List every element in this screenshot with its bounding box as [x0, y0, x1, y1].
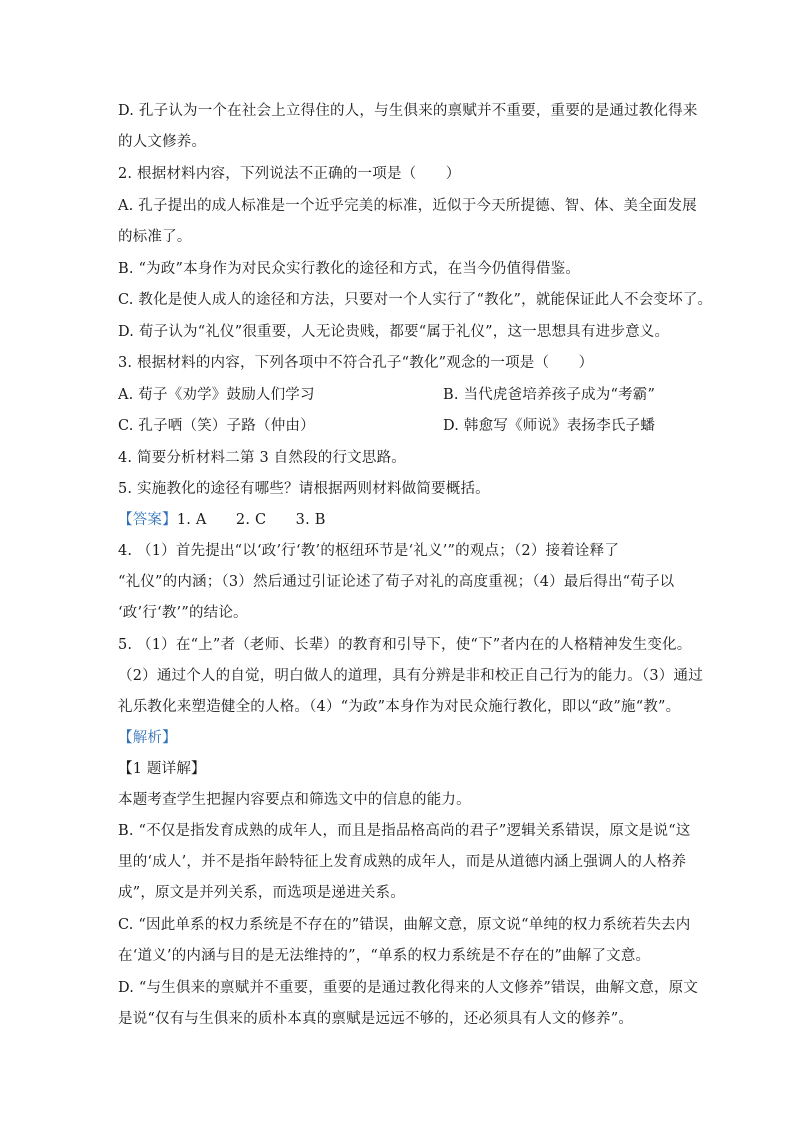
- question-3-stem: 3. 根据材料的内容，下列各项中不符合孔子“教化”观念的一项是（ ）: [118, 355, 594, 371]
- q2-option-a-line2: 的标准了。: [118, 229, 192, 245]
- q1-detail-b-line1: B. “不仅是指发育成熟的成年人，而且是指品格高尚的君子”逻辑关系错误，原文是说“这: [118, 823, 691, 839]
- answer-4-line3: ‘政’行‘教’”的结论。: [118, 605, 248, 621]
- answer-5-line3: 礼乐教化来塑造健全的人格。（4）“为政”本身作为对民众施行教化，即以“政”施“教”。: [118, 699, 681, 715]
- q2-option-a-line1: A. 孔子提出的成人标准是一个近乎完美的标准，近似于今天所提德、智、体、美全面发展: [118, 198, 697, 214]
- q3-option-b: B. 当代虎爸培养孩子成为“考霸”: [443, 387, 656, 403]
- q3-option-a: A. 荀子《劝学》鼓励人们学习: [118, 387, 315, 403]
- q1-detail-b-line2: 里的‘成人’，并不是指年龄特征上发育成熟的成年人，而是从道德内涵上强调人的人格养: [118, 854, 687, 870]
- q1-detail-intro: 本题考查学生把握内容要点和筛选文中的信息的能力。: [118, 792, 471, 808]
- q1-detail-c-line2: 在‘道义’的内涵与目的是无法维持的”，“单系的权力系统是不存在的”曲解了文意。: [118, 948, 651, 964]
- q1-detail-b-line3: 成”，原文是并列关系，而选项是递进关系。: [118, 885, 405, 901]
- q2-option-c: C. 教化是使人成人的途径和方法，只要对一个人实行了“教化”，就能保证此人不会变坏了。: [118, 292, 713, 308]
- q3-option-d: D. 韩愈写《师说》表扬李氏子蟠: [443, 418, 656, 434]
- q1-detail-heading: 【1 题详解】: [118, 761, 206, 777]
- option-d-q1-line1: D. 孔子认为一个在社会上立得住的人，与生俱来的禀赋并不重要，重要的是通过教化得来: [118, 103, 698, 119]
- answer-4-line1: 4. （1）首先提出“以‘政’行‘教’的枢纽环节是‘礼义’”的观点；（2）接着诠释了: [118, 543, 620, 559]
- q2-option-d: D. 荀子认为“礼仪”很重要，人无论贵贱，都要“属于礼仪”，这一思想具有进步意义。: [118, 324, 670, 340]
- question-5-stem: 5. 实施教化的途径有哪些？请根据两则材料做简要概括。: [118, 481, 490, 497]
- q2-option-b: B. “为政”本身作为对民众实行教化的途径和方式，在当今仍值得借鉴。: [118, 261, 580, 277]
- answer-tag: 【答案】: [118, 512, 177, 528]
- question-2-stem: 2. 根据材料内容，下列说法不正确的一项是（ ）: [118, 166, 461, 182]
- answer-5-line1: 5. （1）在“上”者（老师、长辈）的教育和引导下，使“下”者内在的人格精神发生变化。: [118, 637, 692, 653]
- analysis-tag: 【解析】: [118, 730, 177, 746]
- answer-values: 1. A 2. C 3. B: [176, 512, 326, 528]
- q3-option-c: C. 孔子哂（笑）子路（仲由）: [118, 418, 315, 434]
- answer-5-line2: （2）通过个人的自觉，明白做人的道理，具有分辨是非和校正自己行为的能力。（3）通过: [118, 668, 703, 684]
- q1-detail-c-line1: C. “因此单系的权力系统是不存在的”错误，曲解文意，原文说“单纯的权力系统若失去内: [118, 917, 691, 933]
- option-d-q1-line2: 的人文修养。: [118, 134, 207, 150]
- q1-detail-d-line2: 是说“仅有与生俱来的质朴本真的禀赋是远远不够的，还必须具有人文的修养”。: [118, 1011, 634, 1027]
- answer-4-line2: “礼仪”的内涵；（3）然后通过引证论述了荀子对礼的高度重视；（4）最后得出“荀子以: [118, 574, 675, 590]
- answer-line: [118, 510, 326, 530]
- q1-detail-d-line1: D. “与生俱来的禀赋并不重要，重要的是通过教化得来的人文修养”错误，曲解文意，原文: [118, 980, 699, 996]
- question-4-stem: 4. 简要分析材料二第 3 自然段的行文思路。: [118, 450, 406, 466]
